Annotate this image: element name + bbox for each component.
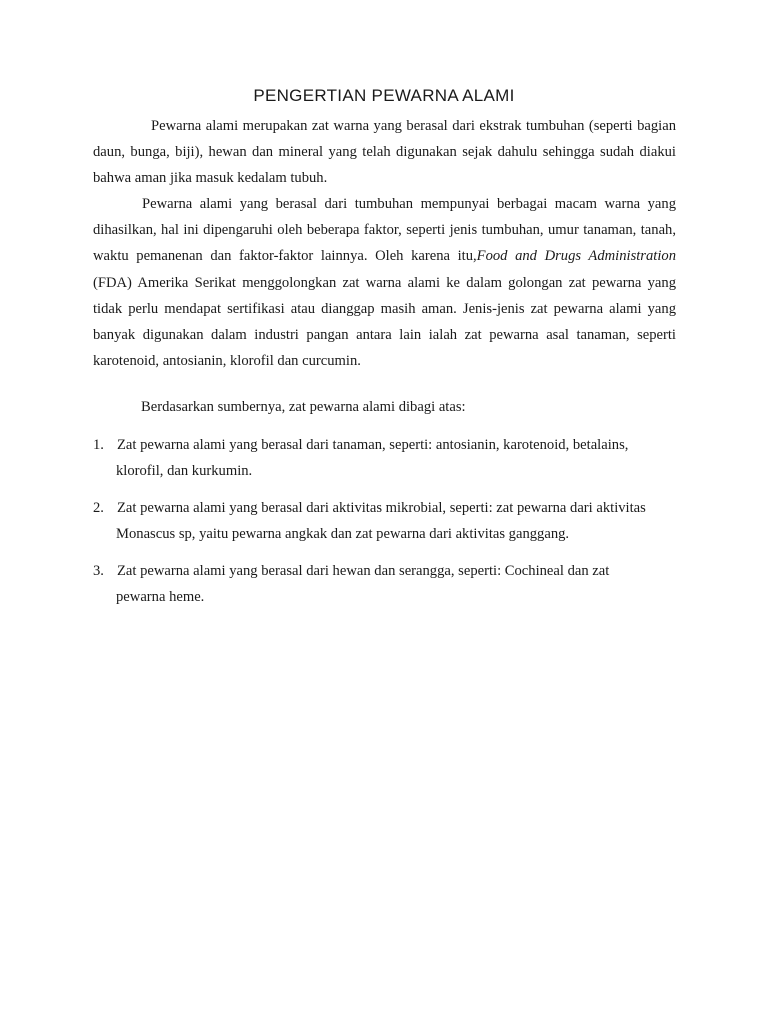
paragraph-definition: Pewarna alami merupakan zat warna yang berasal dari ekstrak tumbuhan (seperti bagian daun, bunga, biji), hewan dan mineral yang telah digunakan sejak dahulu sehingga sudah diakui bahwa aman jika masuk kedalam tubuh. bbox=[93, 118, 676, 187]
list-intro: Berdasarkan sumbernya, zat pewarna alami dibagi atas: bbox=[141, 399, 466, 415]
paragraph-fda bbox=[93, 191, 676, 374]
list-item-text: Zat pewarna alami yang berasal dari hewan dan serangga, seperti: Cochineal dan zat pewarna heme. bbox=[116, 563, 610, 605]
page-title: PENGERTIAN PEWARNA ALAMI bbox=[253, 86, 515, 105]
list-item-number: 1. bbox=[93, 437, 104, 453]
list-item-text: Zat pewarna alami yang berasal dari tanaman, seperti: antosianin, karotenoid, betalains, klorofil, dan kurkumin. bbox=[116, 437, 629, 479]
list-item-text: Zat pewarna alami yang berasal dari aktivitas mikrobial, seperti: zat pewarna dari aktivitas Monascus sp, yaitu pewarna angkak dan zat pewarna dari aktivitas ganggang. bbox=[116, 500, 646, 542]
paragraph-fda-text-start: Pewarna alami yang berasal dari tumbuhan mempunyai berbagai macam warna yang dihasilkan, hal ini dipengaruhi oleh beberapa faktor, seperti jenis tumbuhan, umur tanaman, tanah, waktu pemanenan dan faktor-faktor lainnya. Oleh karena itu, bbox=[93, 196, 676, 265]
paragraph-fda-italic-term: Food and Drugs Administration bbox=[476, 248, 676, 265]
list-item-number: 3. bbox=[93, 563, 104, 579]
paragraph-fda-text-end: (FDA) Amerika Serikat menggolongkan zat warna alami ke dalam golongan zat pewarna yang tidak perlu mendapat sertifikasi atau dianggap masih aman. Jenis-jenis zat pewarna alami yang banyak digunakan dalam industri pangan antara lain ialah zat pewarna asal tanaman, seperti karotenoid, antosianin, klorofil dan curcumin. bbox=[93, 274, 676, 370]
list-item-number: 2. bbox=[93, 500, 104, 516]
